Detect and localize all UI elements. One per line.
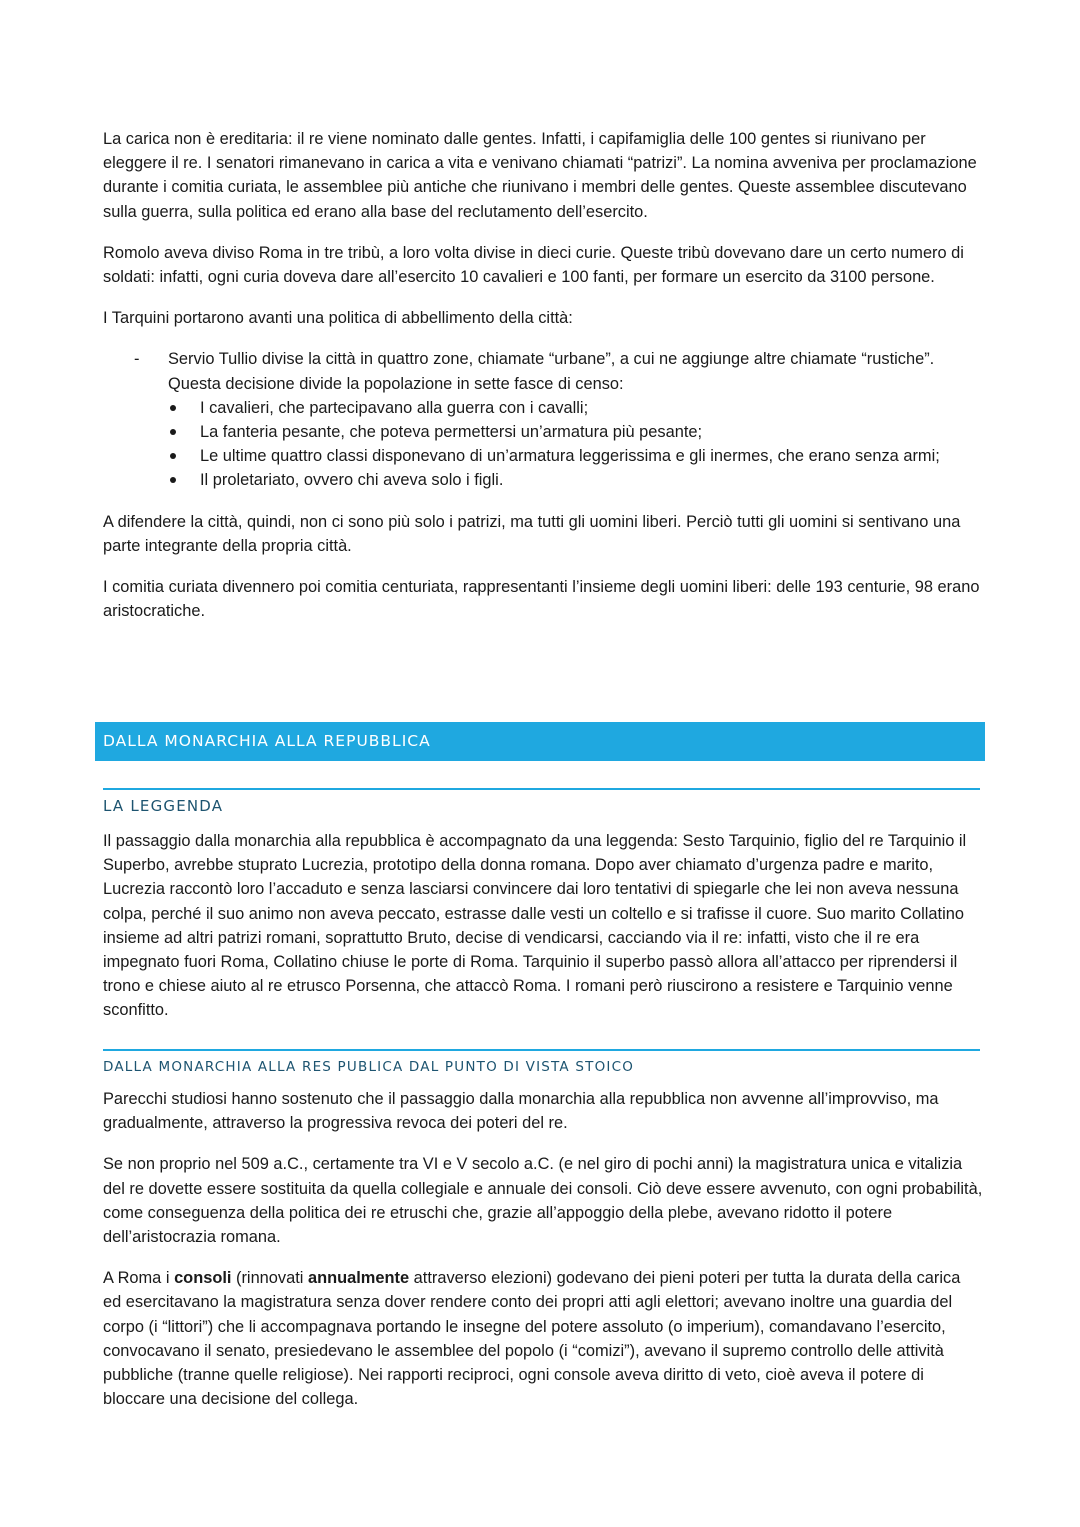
paragraph-tarquini: I Tarquini portarono avanti una politica di abbellimento della città: [103, 309, 573, 328]
paragraph-elezione-re: La carica non è ereditaria: il re viene nominato dalle gentes. Infatti, i capifamiglia delle 100 gentes si riunivano per eleggere il re. I senatori rimanevano in carica a vita e venivano chiamati “patrizi”. La nomina avveniva per proclamazione durante i comitia curiata, le assemblee più antiche che riunivano i membri delle gentes. Queste assemblee discutevano sulla guerra, sulla politica ed erano alla base del reclutamento dell’esercito. [103, 130, 977, 221]
paragraph-consoli [103, 1266, 983, 1411]
list-item [200, 396, 983, 420]
list-item [200, 444, 983, 468]
consoli-text: (rinnovati [231, 1269, 308, 1288]
consoli-text: attraverso elezioni) godevano dei pieni poteri per tutta la durata della carica ed esercitavano la magistratura senza dover rendere conto dei propri atti agli elettori; avevano inoltre una guardia del corpo (i “littori”) che li accompagnava portando le insegne del potere assoluto (o imperium), comandavano l’esercito, convocavano il senato, presiedevano le assemblee del popolo (i “comizi”), avevano il supremo controllo delle attività pubbliche (tranne quelle religiose). Nei rapporti reciproci, ogni console aveva diritto di veto, cioè aveva il potere di bloccare una decisione del collega. [103, 1269, 961, 1409]
paragraph-comitia: I comitia curiata divennero poi comitia centuriata, rappresentanti l’insieme degli uomini liberi: delle 193 centurie, 98 erano aristocratiche. [103, 578, 980, 621]
consoli-bold: consoli [174, 1269, 232, 1288]
annualmente-bold: annualmente [307, 1269, 410, 1288]
intro-section [103, 127, 983, 640]
dash-list-item [103, 347, 983, 395]
bullet-icon [170, 429, 176, 435]
legend-section [103, 829, 983, 1040]
list-item-text: Il proletariato, ovvero chi aveva solo i figli. [200, 471, 504, 490]
list-item-text: I cavalieri, che partecipavano alla guerra con i cavalli; [200, 398, 589, 417]
list-item [200, 468, 983, 492]
bullet-icon [170, 477, 176, 483]
dash-item-text: Servio Tullio divise la città in quattro zone, chiamate “urbane”, a cui ne aggiunge altre chiamate “rustiche”. Questa decisione divide la popolazione in sette fasce di censo: [168, 350, 935, 393]
paragraph-leggenda: Il passaggio dalla monarchia alla repubblica è accompagnato da una leggenda: Sesto Tarquinio, figlio del re Tarquinio il Superbo, avrebbe stuprato Lucrezia, prototipo della donna romana. Dopo aver chiamato d’urgenza padre e marito, Lucrezia raccontò loro l’accaduto e senza lasciarsi convincere dai loro tentativi di spiegarle che lei non aveva nessuna colpa, perché il suo animo non aveva peccato, estrasse dalle vesti un coltello e si trafisse il cuore. Suo marito Collatino insieme ad altri patrizi romani, soprattutto Bruto, decise di vendicarsi, cacciando via il re: infatti, visto che il re era impegnato fuori Roma, Collatino chiuse le porte di Roma. Tarquinio il superbo passò allora all’attacco per riprendersi il trono e chiese aiuto al re etrusco Porsenna, che attaccò Roma. I romani però riuscirono a resistere e Tarquinio venne sconfitto. [103, 832, 967, 1020]
servio-tullio-list [103, 347, 983, 492]
subheading-leggenda: LA LEGGENDA [103, 788, 980, 815]
list-item-text: Le ultime quattro classi disponevano di un’armatura leggerissima e gli inermes, che erano senza armi; [200, 447, 940, 466]
subheading-stoico: DALLA MONARCHIA ALLA RES PUBLICA DAL PUNTO DI VISTA STOICO [103, 1049, 980, 1075]
paragraph-509: Se non proprio nel 509 a.C., certamente tra VI e V secolo a.C. (e nel giro di pochi anni) la magistratura unica e vitalizia del re dovette essere sostituita da quella collegiale e annuale dei consoli. Ciò deve essere avvenuto, con ogni probabilità, come conseguenza della politica dei re etruschi che, grazie all’appoggio della plebe, avevano ridotto il potere dell’aristocrazia romana. [103, 1155, 983, 1247]
paragraph-studiosi: Parecchi studiosi hanno sostenuto che il passaggio dalla monarchia alla repubblica non avvenne all’improvviso, ma gradualmente, attraverso la progressiva revoca dei poteri del re. [103, 1090, 939, 1133]
stoico-section [103, 1087, 983, 1428]
paragraph-romolo: Romolo aveva diviso Roma in tre tribù, a loro volta divise in dieci curie. Queste tribù dovevano dare un certo numero di soldati: infatti, ogni curia doveva dare all’esercito 10 cavalieri e 100 fanti, per formare un esercito da 3100 persone. [103, 243, 964, 287]
section-heading-monarchia-repubblica: DALLA MONARCHIA ALLA REPUBBLICA [95, 722, 985, 761]
consoli-text: A Roma i [103, 1269, 175, 1288]
bullet-icon [170, 405, 176, 411]
list-item-text: La fanteria pesante, che poteva permettersi un’armatura più pesante; [200, 423, 703, 442]
dash-marker: - [134, 350, 140, 369]
census-bullet-list [103, 396, 983, 493]
paragraph-difendere-citta: A difendere la città, quindi, non ci sono più solo i patrizi, ma tutti gli uomini liberi. Perciò tutti gli uomini si sentivano una parte integrante della propria città. [103, 512, 961, 555]
bullet-icon [170, 453, 176, 459]
list-item [200, 420, 983, 444]
